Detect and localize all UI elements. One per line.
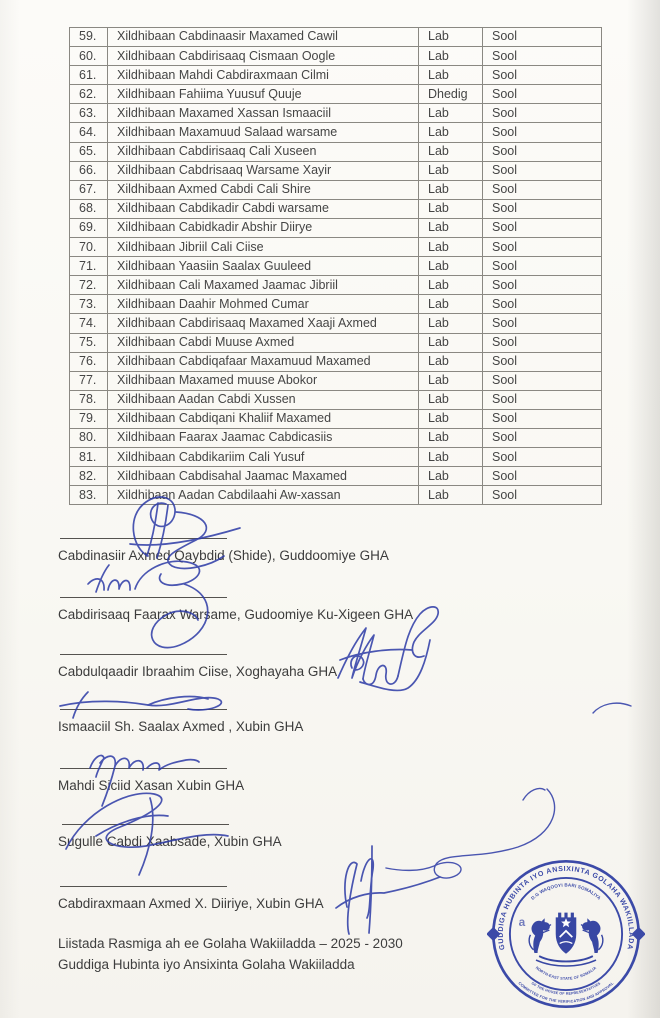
cell-number: 76. (70, 352, 108, 371)
cell-status: Lab (419, 28, 483, 47)
cell-name: Xildhibaan Axmed Cabdi Cali Shire (108, 180, 419, 199)
cell-number: 69. (70, 218, 108, 237)
cell-region: Sool (483, 352, 602, 371)
cell-status: Lab (419, 428, 483, 447)
cell-region: Sool (483, 257, 602, 276)
cell-region: Sool (483, 371, 602, 390)
cell-status: Lab (419, 161, 483, 180)
cell-status: Dhedig (419, 85, 483, 104)
cell-status: Lab (419, 486, 483, 505)
table-row (70, 218, 602, 237)
branches-upper (539, 956, 593, 961)
svg-text:NORTH-EAST STATE OF SOMALIA (535, 966, 598, 981)
cell-region: Sool (483, 161, 602, 180)
cell-number: 67. (70, 180, 108, 199)
seal-bleedthrough-letter: a (518, 915, 526, 930)
official-seal (487, 855, 645, 1013)
cell-number: 83. (70, 486, 108, 505)
table-row (70, 486, 602, 505)
cell-number: 63. (70, 104, 108, 123)
footer-committee-line: Guddiga Hubinta iyo Ansixinta Golaha Wakiiladda (58, 957, 355, 972)
signature-ink-stray-stroke (386, 703, 631, 878)
cell-region: Sool (483, 295, 602, 314)
cell-status: Lab (419, 47, 483, 66)
signatory-label: Cabdinasiir Axmed Qaybdid (Shide), Guddoomiye GHA (58, 548, 389, 563)
seal-inner-top-text: D.G WAQOOYI BARI SOMALIYA (530, 882, 602, 901)
signature-line (60, 768, 227, 769)
table-row (70, 352, 602, 371)
cell-region: Sool (483, 123, 602, 142)
cell-region: Sool (483, 333, 602, 352)
cell-region: Sool (483, 85, 602, 104)
signatory-label: Cabdiraxmaan Axmed X. Diiriye, Xubin GHA (58, 896, 324, 911)
cell-name: Xildhibaan Cabdrisaaq Warsame Xayir (108, 161, 419, 180)
cell-region: Sool (483, 199, 602, 218)
signatory-label: Cabdirisaaq Faarax Warsame, Gudoomiye Ku-Xigeen GHA (58, 607, 414, 622)
cell-status: Lab (419, 352, 483, 371)
cell-region: Sool (483, 409, 602, 428)
cell-number: 77. (70, 371, 108, 390)
table-row (70, 238, 602, 257)
svg-text:D.G WAQOOYI BARI SOMALIYA (530, 883, 602, 902)
table-row (70, 257, 602, 276)
table-row (70, 467, 602, 486)
cell-status: Lab (419, 218, 483, 237)
seal-inner-bottom-text: NORTH-EAST STATE OF SOMALIA (534, 965, 598, 981)
table-row (70, 448, 602, 467)
table-row (70, 409, 602, 428)
cell-status: Lab (419, 142, 483, 161)
cell-status: Lab (419, 409, 483, 428)
table-row (70, 104, 602, 123)
signatory-label: Sugulle Cabdi Xaabsade, Xubin GHA (58, 834, 282, 849)
cell-status: Lab (419, 371, 483, 390)
signatory-label: Ismaaciil Sh. Saalax Axmed , Xubin GHA (58, 719, 304, 734)
cell-region: Sool (483, 486, 602, 505)
cell-status: Lab (419, 123, 483, 142)
cell-region: Sool (483, 180, 602, 199)
cell-status: Lab (419, 333, 483, 352)
seal-coat-of-arms (529, 913, 603, 966)
cell-name: Xildhibaan Fahiima Yuusuf Quuje (108, 85, 419, 104)
seal-arc-top-text: GUDDIGA HUBINTA IYO ANSIXINTA GOLAHA WAKIILLADA (496, 864, 636, 951)
table-row (70, 66, 602, 85)
cell-name: Xildhibaan Aadan Cabdi Xussen (108, 390, 419, 409)
cell-number: 72. (70, 276, 108, 295)
cell-region: Sool (483, 276, 602, 295)
cell-status: Lab (419, 104, 483, 123)
cell-number: 60. (70, 47, 108, 66)
cell-name: Xildhibaan Cabdi Muuse Axmed (108, 333, 419, 352)
table-row (70, 142, 602, 161)
cell-region: Sool (483, 104, 602, 123)
signature-ink-member-1 (60, 692, 221, 718)
cell-name: Xildhibaan Daahir Mohmed Cumar (108, 295, 419, 314)
cell-region: Sool (483, 142, 602, 161)
cell-number: 74. (70, 314, 108, 333)
seal-bottom-text-line2: OF THE HOUSE OF REPRESENTATIVES (530, 981, 602, 996)
cell-name: Xildhibaan Aadan Cabdilaahi Aw-xassan (108, 486, 419, 505)
cell-name: Xildhibaan Cabdiqani Khaliif Maxamed (108, 409, 419, 428)
table-row (70, 199, 602, 218)
footer-title-line: Liistada Rasmiga ah ee Golaha Wakiiladda – 2025 - 2030 (58, 936, 403, 951)
cell-name: Xildhibaan Cabdikariim Cali Yusuf (108, 448, 419, 467)
cell-name: Xildhibaan Maxamed muuse Abokor (108, 371, 419, 390)
seal-bottom-text-line1: COMMITTEE FOR THE VERIFICATION AND APPROVAL (517, 981, 615, 1004)
cell-number: 62. (70, 85, 108, 104)
cell-status: Lab (419, 257, 483, 276)
cell-name: Xildhibaan Yaasiin Saalax Guuleed (108, 257, 419, 276)
signatory-label: Mahdi Siciid Xasan Xubin GHA (58, 778, 245, 793)
cell-number: 61. (70, 66, 108, 85)
cell-region: Sool (483, 218, 602, 237)
cell-region: Sool (483, 28, 602, 47)
cell-status: Lab (419, 390, 483, 409)
cell-name: Xildhibaan Cali Maxamed Jaamac Jibriil (108, 276, 419, 295)
signature-line (60, 597, 227, 598)
table-row (70, 314, 602, 333)
cell-region: Sool (483, 238, 602, 257)
table-row (70, 276, 602, 295)
cell-status: Lab (419, 66, 483, 85)
cell-name: Xildhibaan Maxamuud Salaad warsame (108, 123, 419, 142)
table-row (70, 428, 602, 447)
cell-region: Sool (483, 390, 602, 409)
cell-status: Lab (419, 314, 483, 333)
cell-number: 64. (70, 123, 108, 142)
signature-line (60, 709, 227, 710)
cell-status: Lab (419, 467, 483, 486)
members-table-body (70, 28, 602, 505)
signature-line (62, 824, 229, 825)
table-row (70, 180, 602, 199)
cell-number: 71. (70, 257, 108, 276)
cell-status: Lab (419, 448, 483, 467)
table-row (70, 47, 602, 66)
cell-number: 79. (70, 409, 108, 428)
table-row (70, 295, 602, 314)
cell-status: Lab (419, 199, 483, 218)
cell-region: Sool (483, 314, 602, 333)
cell-number: 80. (70, 428, 108, 447)
table-row (70, 123, 602, 142)
cell-name: Xildhibaan Maxamed Xassan Ismaaciil (108, 104, 419, 123)
cell-status: Lab (419, 180, 483, 199)
members-table (69, 27, 602, 505)
cell-name: Xildhibaan Cabidkadir Abshir Diirye (108, 218, 419, 237)
cell-name: Xildhibaan Mahdi Cabdiraxmaan Cilmi (108, 66, 419, 85)
signature-line (60, 538, 227, 539)
cell-name: Xildhibaan Cabdirisaaq Maxamed Xaaji Axmed (108, 314, 419, 333)
table-row (70, 85, 602, 104)
cell-number: 75. (70, 333, 108, 352)
cell-status: Lab (419, 295, 483, 314)
cell-name: Xildhibaan Cabdisahal Jaamac Maxamed (108, 467, 419, 486)
cell-number: 66. (70, 161, 108, 180)
cell-number: 68. (70, 199, 108, 218)
signature-line (60, 886, 227, 887)
left-horse-icon (529, 918, 551, 953)
cell-status: Lab (419, 276, 483, 295)
cell-name: Xildhibaan Cabdikadir Cabdi warsame (108, 199, 419, 218)
table-row (70, 161, 602, 180)
cell-name: Xildhibaan Cabdirisaaq Cismaan Oogle (108, 47, 419, 66)
cell-number: 78. (70, 390, 108, 409)
cell-number: 73. (70, 295, 108, 314)
table-row (70, 390, 602, 409)
table-row (70, 28, 602, 47)
cell-name: Xildhibaan Cabdinaasir Maxamed Cawil (108, 28, 419, 47)
signature-ink-member-4 (336, 846, 440, 934)
table-row (70, 333, 602, 352)
cell-name: Xildhibaan Cabdirisaaq Cali Xuseen (108, 142, 419, 161)
cell-region: Sool (483, 66, 602, 85)
cell-number: 81. (70, 448, 108, 467)
cell-number: 82. (70, 467, 108, 486)
cell-region: Sool (483, 428, 602, 447)
cell-region: Sool (483, 448, 602, 467)
cell-name: Xildhibaan Jibriil Cali Ciise (108, 238, 419, 257)
signatory-label: Cabdulqaadir Ibraahim Ciise, Xoghayaha GHA (58, 664, 338, 679)
cell-number: 65. (70, 142, 108, 161)
table-row (70, 371, 602, 390)
cell-region: Sool (483, 467, 602, 486)
cell-region: Sool (483, 47, 602, 66)
cell-name: Xildhibaan Faarax Jaamac Cabdicasiis (108, 428, 419, 447)
cell-number: 59. (70, 28, 108, 47)
right-horse-icon (581, 918, 603, 953)
cell-name: Xildhibaan Cabdiqafaar Maxamuud Maxamed (108, 352, 419, 371)
signature-line (60, 654, 227, 655)
signature-ink-deputy-chairman (88, 561, 208, 647)
cell-status: Lab (419, 238, 483, 257)
cell-number: 70. (70, 238, 108, 257)
